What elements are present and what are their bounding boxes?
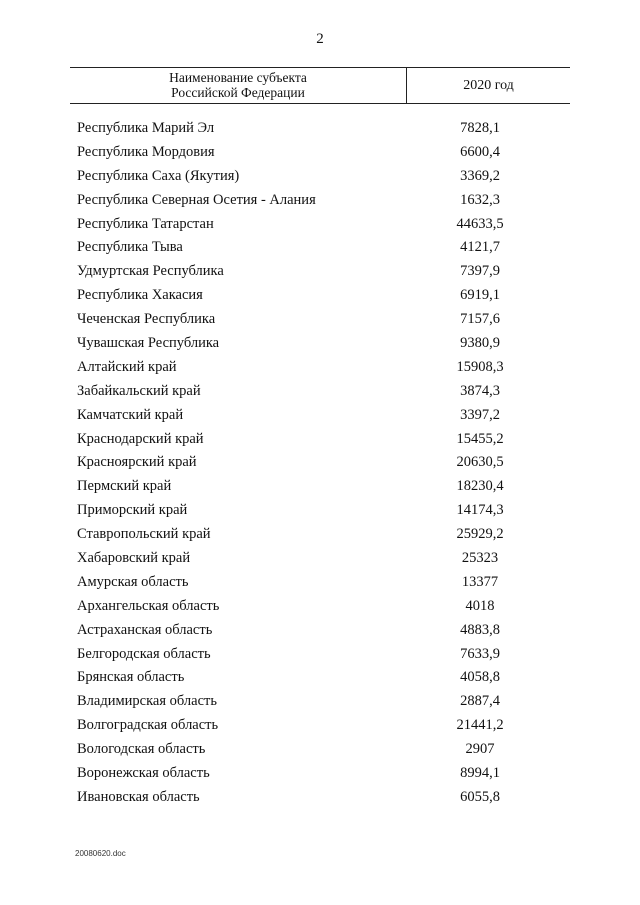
subject-value-2020: 25929,2	[456, 526, 504, 543]
table-row	[0, 213, 640, 237]
table-row	[0, 475, 640, 499]
table-row	[0, 738, 640, 762]
subject-value-2020: 2887,4	[460, 693, 500, 710]
table-row	[0, 451, 640, 475]
subject-value-2020: 4058,8	[460, 669, 500, 686]
subject-value-2020: 4018	[465, 597, 495, 614]
header-subject-name-line2: Российской Федерации	[171, 85, 305, 100]
table-row	[0, 595, 640, 619]
subject-name: Архангельская область	[77, 597, 220, 614]
subject-name: Приморский край	[77, 502, 188, 519]
table-header	[70, 67, 570, 104]
table-row	[0, 141, 640, 165]
table-row	[0, 356, 640, 380]
table-row	[0, 666, 640, 690]
subject-value-2020: 15908,3	[456, 358, 504, 375]
subject-value-2020: 21441,2	[456, 717, 504, 734]
subject-name: Чеченская Республика	[77, 311, 216, 328]
subject-value-2020: 44633,5	[456, 215, 504, 232]
table-row	[0, 690, 640, 714]
table-row	[0, 547, 640, 571]
subject-name: Ивановская область	[77, 788, 200, 805]
table-row	[0, 284, 640, 308]
subject-value-2020: 14174,3	[456, 502, 504, 519]
table-row	[0, 786, 640, 810]
header-subject-name-line1: Наименование субъекта	[169, 70, 307, 85]
subject-value-2020: 25323	[461, 550, 499, 567]
subject-name: Краснодарский край	[77, 430, 204, 447]
subject-value-2020: 6600,4	[460, 143, 500, 160]
subject-name: Белгородская область	[77, 645, 211, 662]
subject-name: Республика Марий Эл	[77, 120, 215, 136]
table-row	[0, 714, 640, 738]
subject-name: Владимирская область	[77, 693, 217, 710]
subject-value-2020: 15455,2	[456, 430, 504, 447]
subject-name: Республика Северная Осетия - Алания	[77, 191, 316, 208]
subject-value-2020: 3397,2	[460, 406, 500, 423]
footer-file-name: 20080620.doc	[75, 849, 126, 858]
subject-value-2020: 3874,3	[460, 382, 500, 399]
subject-value-2020: 7633,9	[460, 645, 500, 662]
subject-name: Воронежская область	[77, 765, 210, 782]
subject-value-2020: 6055,8	[460, 788, 500, 805]
subject-value-2020: 7157,6	[460, 311, 500, 328]
subject-name: Алтайский край	[77, 358, 177, 375]
subject-name: Пермский край	[77, 478, 172, 495]
subject-value-2020: 4883,8	[460, 621, 500, 638]
table-body	[0, 117, 640, 810]
subject-value-2020: 13377	[461, 573, 499, 590]
subject-name: Вологодская область	[77, 741, 206, 758]
subject-name: Брянская область	[77, 669, 185, 686]
subject-name: Волгоградская область	[77, 717, 219, 734]
subject-value-2020: 9380,9	[460, 335, 500, 352]
subject-value-2020: 2907	[465, 741, 495, 758]
table-row	[0, 571, 640, 595]
subject-value-2020: 3369,2	[460, 167, 500, 184]
subject-value-2020: 20630,5	[456, 454, 504, 471]
subject-name: Чувашская Республика	[77, 335, 220, 352]
subject-name: Республика Хакасия	[77, 287, 203, 304]
subject-value-2020: 18230,4	[456, 478, 504, 495]
subject-value-2020: 7397,9	[460, 263, 500, 280]
table-row	[0, 499, 640, 523]
subject-name: Хабаровский край	[77, 550, 191, 567]
subject-value-2020: 6919,1	[460, 287, 500, 304]
table-row	[0, 428, 640, 452]
subject-name: Ставропольский край	[77, 526, 211, 543]
table-row	[0, 404, 640, 428]
subject-value-2020: 4121,7	[460, 239, 500, 256]
table-row	[0, 260, 640, 284]
subject-name: Удмуртская Республика	[77, 263, 224, 280]
subject-value-2020: 7828,1	[460, 120, 500, 136]
subject-name: Республика Тыва	[77, 239, 183, 256]
table-row	[0, 236, 640, 260]
header-year: 2020 год	[463, 78, 514, 93]
subject-name: Астраханская область	[77, 621, 213, 638]
table-row	[0, 619, 640, 643]
table-row	[0, 117, 640, 141]
table-row	[0, 165, 640, 189]
subject-name: Республика Татарстан	[77, 215, 214, 232]
subject-value-2020: 8994,1	[460, 765, 500, 782]
subject-name: Камчатский край	[77, 406, 184, 423]
header-subject-name	[70, 68, 406, 103]
subject-name: Красноярский край	[77, 454, 197, 471]
subject-value-2020: 1632,3	[460, 191, 500, 208]
table-row	[0, 189, 640, 213]
subject-name: Республика Мордовия	[77, 143, 215, 160]
page-number: 2	[316, 31, 324, 47]
table-row	[0, 643, 640, 667]
table-row	[0, 332, 640, 356]
table-row	[0, 762, 640, 786]
subject-name: Забайкальский край	[77, 382, 201, 399]
subject-name: Амурская область	[77, 573, 189, 590]
table-row	[0, 380, 640, 404]
subject-name: Республика Саха (Якутия)	[77, 167, 240, 184]
table-row	[0, 308, 640, 332]
table-row	[0, 523, 640, 547]
